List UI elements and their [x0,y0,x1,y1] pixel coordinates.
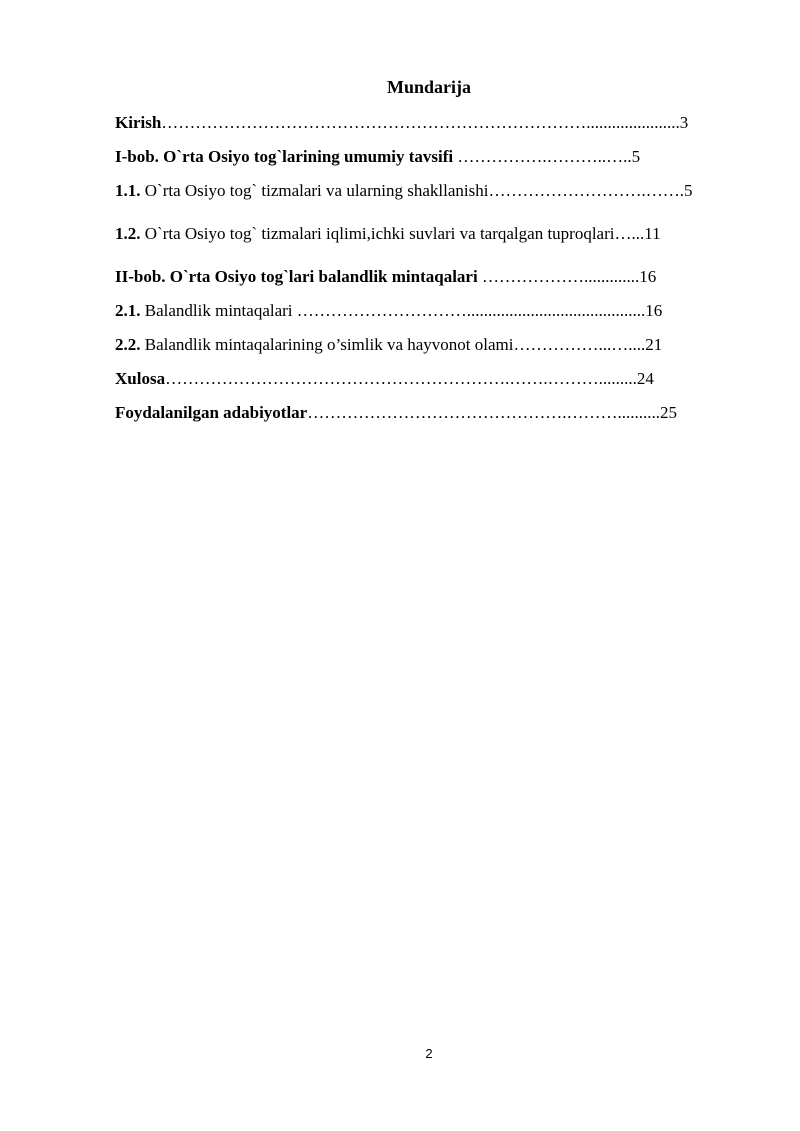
toc-entry-page: 3 [679,113,689,132]
toc-entry-title: Kirish [115,113,162,132]
toc-entry-page: 5 [683,181,693,200]
toc-entry-leader: ……………………………………….……….......... [307,403,660,422]
toc-entry-section-2-2 [115,334,662,356]
toc-entry-title: Xulosa [115,369,166,388]
toc-entry-number: 1.2. [115,224,141,243]
toc-entry-leader: …... [614,224,645,243]
toc-entry-number: 2.2. [115,335,141,354]
toc-entry-title: O`rta Osiyo tog` tizmalari va ularning shakllanishi [140,181,489,200]
toc-entry-title: Foydalanilgan adabiyotlar [115,403,308,422]
toc-entry-title: Balandlik mintaqalarining o’simlik va hayvonot olami [140,335,514,354]
toc-entry-chapter-2 [115,266,656,288]
toc-entry-leader: ……………………….……. [488,181,684,200]
toc-entry-page: 16 [639,267,657,286]
page-number: 2 [425,1046,433,1061]
document-title: Mundarija [386,77,471,97]
toc-entry-page: 21 [645,335,663,354]
toc-entry-chapter-1 [115,146,640,168]
toc-entry-page: 16 [645,301,663,320]
toc-entry-leader: ……………...….... [513,335,646,354]
toc-entry-title: O`rta Osiyo tog` tizmalari iqlimi,ichki suvlari va tarqalgan tuproqlari [140,224,615,243]
toc-entry-page: 24 [636,369,654,388]
toc-entry-section-1-2 [115,223,661,245]
toc-entry-leader: …………….………..….. [457,147,632,166]
toc-entry-leader: …………………………………………………………………...................... [161,113,680,132]
toc-entry-page: 11 [644,224,661,243]
toc-entry-section-2-1 [115,300,662,322]
toc-entry-title: II-bob. O`rta Osiyo tog`lari balandlik mintaqalari [115,267,482,286]
toc-entry-references [115,402,677,424]
toc-entry-title: I-bob. O`rta Osiyo tog`larining umumiy tavsifi [115,147,458,166]
toc-entry-page: 5 [631,147,641,166]
toc-entry-leader: ………………............. [481,267,640,286]
toc-entry-leader: …………………………………………………….…….………......... [165,369,637,388]
toc-entry-conclusion [115,368,654,390]
toc-entry-leader: ………………………….......................................... [296,301,646,320]
toc-entry-title: Balandlik mintaqalari [140,301,297,320]
toc-entry-number: 1.1. [115,181,141,200]
toc-entry-number: 2.1. [115,301,141,320]
toc-entry-kirish [115,112,688,134]
toc-entry-page: 25 [659,403,677,422]
toc-entry-section-1-1 [115,180,692,202]
